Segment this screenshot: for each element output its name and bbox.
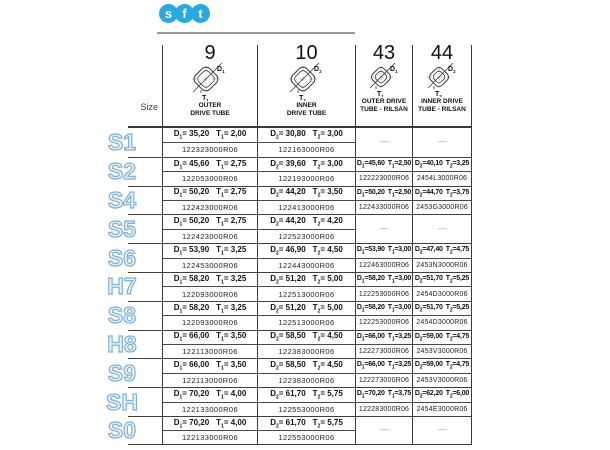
data-cell-SH-col44 bbox=[412, 387, 472, 416]
dimensions-value: $D_2= 58,50$ $T_2= 4,50$ bbox=[258, 331, 355, 345]
size-value: S0 bbox=[107, 416, 137, 443]
part-code: 2453V3000R06 bbox=[416, 376, 468, 384]
dimensions-value: $D_1= 70,20$ $T_1= 4,00$ bbox=[163, 417, 257, 431]
size-value: S5 bbox=[107, 215, 137, 242]
svg-text:D2: $D_2$ bbox=[313, 66, 322, 74]
data-cell-S6-col43 bbox=[355, 243, 412, 272]
part-code: 122163000R06 bbox=[278, 145, 335, 155]
dimensions-value: $D_1= 58,20$ $T_1= 3,25$ bbox=[163, 273, 257, 287]
data-cell-SH-col9 bbox=[162, 387, 257, 416]
data-cell-S5-col9 bbox=[162, 214, 257, 243]
data-cell-S9-col10 bbox=[257, 358, 355, 387]
data-cell-S2-col9 bbox=[162, 157, 257, 186]
data-cell-H7-col43 bbox=[355, 272, 412, 301]
dimensions-value: $D_2= 39,60$ $T_2= 3,00$ bbox=[258, 158, 355, 172]
size-label-cell bbox=[107, 272, 162, 301]
column-number: 9 bbox=[204, 42, 216, 64]
data-cell-S8-col43 bbox=[355, 301, 412, 330]
part-code: 122113000R06 bbox=[182, 347, 238, 357]
column-header-43 bbox=[355, 42, 412, 126]
dimensions-value: $D_1= 50,20$ $T_1= 2,75$ bbox=[163, 187, 257, 201]
data-cell-S1-col44 bbox=[412, 128, 472, 157]
part-code: 122553000R06 bbox=[278, 432, 335, 442]
dimensions-value: $D_2= 44,20$ $T_2= 3,50$ bbox=[258, 187, 355, 201]
part-code: 122253000R06 bbox=[358, 290, 410, 298]
size-value: SH bbox=[106, 388, 138, 415]
column-caption: INNER DRIVE TUBE bbox=[286, 102, 327, 117]
size-label-cell bbox=[107, 330, 162, 359]
dimensions-value: $D_1=66,00$ $T_1=3,25$ bbox=[356, 359, 412, 373]
size-value: S6 bbox=[107, 244, 137, 271]
dimensions-value: $D_2=51,70$ $T_2=5,25$ bbox=[413, 302, 471, 316]
size-value: S9 bbox=[107, 359, 137, 386]
column-header-44 bbox=[412, 42, 472, 126]
dimensions-value: $D_2= 51,20$ $T_2= 5,00$ bbox=[258, 273, 355, 287]
dimensions-value: $D_2=59,00$ $T_2=4,75$ bbox=[413, 331, 471, 345]
dimensions-value: $D_1= 45,60$ $T_1= 2,75$ bbox=[163, 158, 257, 172]
sft-logo bbox=[159, 4, 210, 23]
part-code: 122433000R06 bbox=[358, 204, 410, 212]
dimensions-value: $D_1=45,60$ $T_1=2,50$ bbox=[356, 158, 412, 172]
part-code: 122423000R06 bbox=[181, 231, 239, 241]
svg-text:D1: $D_1$ bbox=[217, 66, 225, 74]
part-code: 122523000R06 bbox=[278, 231, 335, 241]
data-cell-S9-col9 bbox=[162, 358, 257, 387]
part-code: 122093000R06 bbox=[181, 289, 239, 299]
dimensions-value: $D_1=58,20$ $T_1=3,00$ bbox=[356, 273, 412, 287]
dimensions-value: $D_2=62,20$ $T_2=6,00$ bbox=[413, 388, 471, 402]
no-value-dash: ----- bbox=[437, 138, 447, 146]
dimensions-value: $D_1= 50,20$ $T_1= 2,75$ bbox=[163, 215, 257, 229]
dimensions-value: $D_2=47,40$ $T_2=4,75$ bbox=[413, 244, 471, 258]
column-header-9 bbox=[162, 42, 257, 126]
table-header bbox=[128, 42, 472, 128]
data-cell-S2-col43 bbox=[355, 157, 412, 186]
dimensions-value: $D_2= 58,50$ $T_2= 4,50$ bbox=[258, 359, 355, 373]
column-caption: OUTER DRIVE TUBE - RILSAN bbox=[360, 98, 408, 113]
part-code: 122553000R06 bbox=[278, 404, 335, 414]
data-cell-S8-col44 bbox=[412, 301, 472, 330]
data-cell-H8-col10 bbox=[257, 330, 355, 359]
part-code: 122053000R06 bbox=[181, 174, 239, 184]
part-code: 2454E3000R06 bbox=[416, 405, 468, 413]
data-cell-S5-col43 bbox=[355, 214, 412, 243]
no-value-dash: ----- bbox=[379, 426, 389, 434]
dimensions-value: $D_1= 53,90$ $T_1= 3,25$ bbox=[163, 244, 257, 258]
svg-text:T2: $T_2$ bbox=[298, 95, 306, 101]
dimensions-value: $D_1= 66,00$ $T_1= 3,50$ bbox=[163, 331, 257, 345]
part-code: 122253000R06 bbox=[358, 319, 410, 327]
svg-text:T1: $T_1$ bbox=[202, 95, 209, 101]
data-cell-S1-col10 bbox=[257, 128, 355, 157]
size-value: S1 bbox=[107, 128, 137, 155]
part-code: 122463000R06 bbox=[358, 261, 410, 269]
size-label-cell bbox=[107, 243, 162, 272]
dimensions-value: $D_2=40,10$ $T_2=3,25$ bbox=[413, 158, 471, 172]
dimensions-value: $D_2= 44,20$ $T_2= 4,20$ bbox=[258, 215, 355, 229]
size-value: H7 bbox=[107, 273, 137, 300]
part-code: 122443000R06 bbox=[278, 260, 335, 270]
data-cell-H7-col9 bbox=[162, 272, 257, 301]
part-code: 122283000R06 bbox=[358, 405, 410, 413]
part-code: 122383000R06 bbox=[278, 375, 335, 385]
data-cell-S1-col9 bbox=[162, 128, 257, 157]
dimensions-value: $D_2=59,00$ $T_2=4,75$ bbox=[413, 359, 471, 373]
dimensions-value: $D_1=70,20$ $T_1=3,75$ bbox=[356, 388, 412, 402]
part-code: 2453G3000R06 bbox=[416, 204, 468, 212]
data-cell-S9-col44 bbox=[412, 358, 472, 387]
data-cell-S8-col10 bbox=[257, 301, 355, 330]
dimensions-value: $D_1=66,00$ $T_1=3,25$ bbox=[356, 331, 412, 345]
dimensions-value: $D_2= 61,70$ $T_2= 5,75$ bbox=[258, 388, 355, 402]
data-cell-S6-col9 bbox=[162, 243, 257, 272]
data-cell-S4-col44 bbox=[412, 186, 472, 215]
column-caption: OUTER DRIVE TUBE bbox=[190, 102, 230, 117]
data-cell-S9-col43 bbox=[355, 358, 412, 387]
size-label-cell bbox=[107, 214, 162, 243]
data-cell-S6-col10 bbox=[257, 243, 355, 272]
dimensions-value: $D_1= 35,20$ $T_1= 2,00$ bbox=[163, 128, 257, 143]
part-code: 122413000R06 bbox=[278, 203, 335, 213]
data-cell-S4-col10 bbox=[257, 186, 355, 215]
dimensions-value: $D_1= 58,20$ $T_1= 3,25$ bbox=[163, 302, 257, 316]
part-code: 122193000R06 bbox=[278, 174, 335, 184]
data-cell-S4-col9 bbox=[162, 186, 257, 215]
size-column-label: Size bbox=[140, 102, 158, 112]
size-label-cell bbox=[107, 358, 162, 387]
dimensions-value: $D_2= 51,20$ $T_2= 5,00$ bbox=[258, 302, 355, 316]
no-value-dash: ----- bbox=[437, 225, 447, 233]
part-code: 122423000R06 bbox=[181, 203, 239, 213]
dimensions-value: $D_1=50,20$ $T_1=2,50$ bbox=[356, 187, 412, 201]
part-code: 2454D3000R06 bbox=[416, 290, 468, 298]
size-value: S2 bbox=[107, 158, 137, 185]
dimensions-value: $D_1=53,90$ $T_1=3,00$ bbox=[356, 244, 412, 258]
part-code: 2454L3000R06 bbox=[416, 175, 468, 183]
part-code: 122133000R06 bbox=[181, 432, 239, 442]
size-label-cell bbox=[107, 301, 162, 330]
data-cell-S0-col10 bbox=[257, 416, 355, 445]
dimensions-value: $D_1=58,20$ $T_1=3,00$ bbox=[356, 302, 412, 316]
dimensions-value: $D_2= 61,70$ $T_2= 5,75$ bbox=[258, 417, 355, 431]
size-label-cell bbox=[107, 157, 162, 186]
size-label-cell bbox=[107, 416, 162, 445]
inner-drive-tube-diagram bbox=[284, 63, 330, 101]
part-code: 122383000R06 bbox=[278, 347, 335, 357]
data-cell-S5-col10 bbox=[257, 214, 355, 243]
dimensions-value: $D_2= 30,80$ $T_2= 3,00$ bbox=[258, 128, 355, 143]
part-code: 122453000R06 bbox=[181, 260, 239, 270]
column-caption: INNER DRIVE TUBE - RILSAN bbox=[418, 98, 466, 113]
size-label-cell bbox=[107, 128, 162, 157]
part-code: 122093000R06 bbox=[181, 318, 239, 328]
part-code: 122273000R06 bbox=[358, 376, 410, 384]
data-cell-SH-col10 bbox=[257, 387, 355, 416]
data-cell-S4-col43 bbox=[355, 186, 412, 215]
part-code: 122223000R06 bbox=[358, 175, 410, 183]
data-cell-H7-col44 bbox=[412, 272, 472, 301]
data-cell-H8-col43 bbox=[355, 330, 412, 359]
header-rule bbox=[157, 32, 355, 34]
part-code: 2453V3000R06 bbox=[416, 348, 468, 356]
data-cell-S2-col44 bbox=[412, 157, 472, 186]
part-code: 2454D3000R06 bbox=[416, 319, 468, 327]
data-cell-H7-col10 bbox=[257, 272, 355, 301]
table-body bbox=[106, 128, 472, 445]
data-cell-S5-col44 bbox=[412, 214, 472, 243]
part-code: 122513000R06 bbox=[278, 289, 335, 299]
column-header-10 bbox=[257, 42, 355, 126]
outer-drive-tube-diagram bbox=[187, 63, 233, 101]
part-code: 122323000R06 bbox=[181, 145, 239, 155]
size-header-spacer bbox=[128, 45, 162, 126]
size-value: S4 bbox=[107, 186, 137, 213]
data-cell-S6-col44 bbox=[412, 243, 472, 272]
size-label-cell bbox=[107, 186, 162, 215]
data-cell-H8-col9 bbox=[162, 330, 257, 359]
outer-drive-tube-rilsan-diagram bbox=[364, 63, 404, 97]
part-code: 122113000R06 bbox=[182, 375, 238, 385]
svg-text:T1: $T_1$ bbox=[377, 91, 384, 97]
part-code: 122273000R06 bbox=[358, 348, 410, 356]
part-code: 2453N3000R06 bbox=[416, 261, 468, 269]
dimensions-value: $D_2= 46,90$ $T_2= 4,50$ bbox=[258, 244, 355, 258]
dimensions-value: $D_1= 70,20$ $T_1= 4,00$ bbox=[163, 388, 257, 402]
dimensions-value: $D_1= 66,00$ $T_1= 3,50$ bbox=[163, 359, 257, 373]
part-code: 122133000R06 bbox=[181, 404, 239, 414]
svg-text:T2: $T_2$ bbox=[435, 91, 442, 97]
data-cell-S0-col43 bbox=[355, 416, 412, 445]
size-label-cell bbox=[106, 387, 162, 416]
inner-drive-tube-rilsan-diagram bbox=[422, 63, 462, 97]
size-value: S8 bbox=[107, 302, 137, 329]
data-cell-S2-col10 bbox=[257, 157, 355, 186]
svg-text:D2: $D_2$ bbox=[448, 66, 456, 74]
dimensions-value: $D_2=44,70$ $T_2=3,75$ bbox=[413, 187, 471, 201]
logo-circle-s: s bbox=[159, 4, 178, 23]
column-number: 44 bbox=[430, 42, 454, 64]
no-value-dash: ----- bbox=[379, 138, 389, 146]
data-cell-S1-col43 bbox=[355, 128, 412, 157]
svg-text:D1: $D_1$ bbox=[390, 66, 398, 74]
column-number: 10 bbox=[295, 42, 318, 64]
dimensions-value: $D_2=51,70$ $T_2=5,25$ bbox=[413, 273, 471, 287]
no-value-dash: ----- bbox=[437, 426, 447, 434]
data-cell-S0-col9 bbox=[162, 416, 257, 445]
logo-circle-f: f bbox=[175, 4, 194, 23]
data-cell-S0-col44 bbox=[412, 416, 472, 445]
data-cell-SH-col43 bbox=[355, 387, 412, 416]
part-code: 122513000R06 bbox=[278, 318, 335, 328]
data-cell-H8-col44 bbox=[412, 330, 472, 359]
no-value-dash: ----- bbox=[379, 225, 389, 233]
data-cell-S8-col9 bbox=[162, 301, 257, 330]
logo-circle-t: t bbox=[191, 4, 210, 23]
column-number: 43 bbox=[372, 42, 396, 64]
size-value: H8 bbox=[107, 330, 137, 357]
